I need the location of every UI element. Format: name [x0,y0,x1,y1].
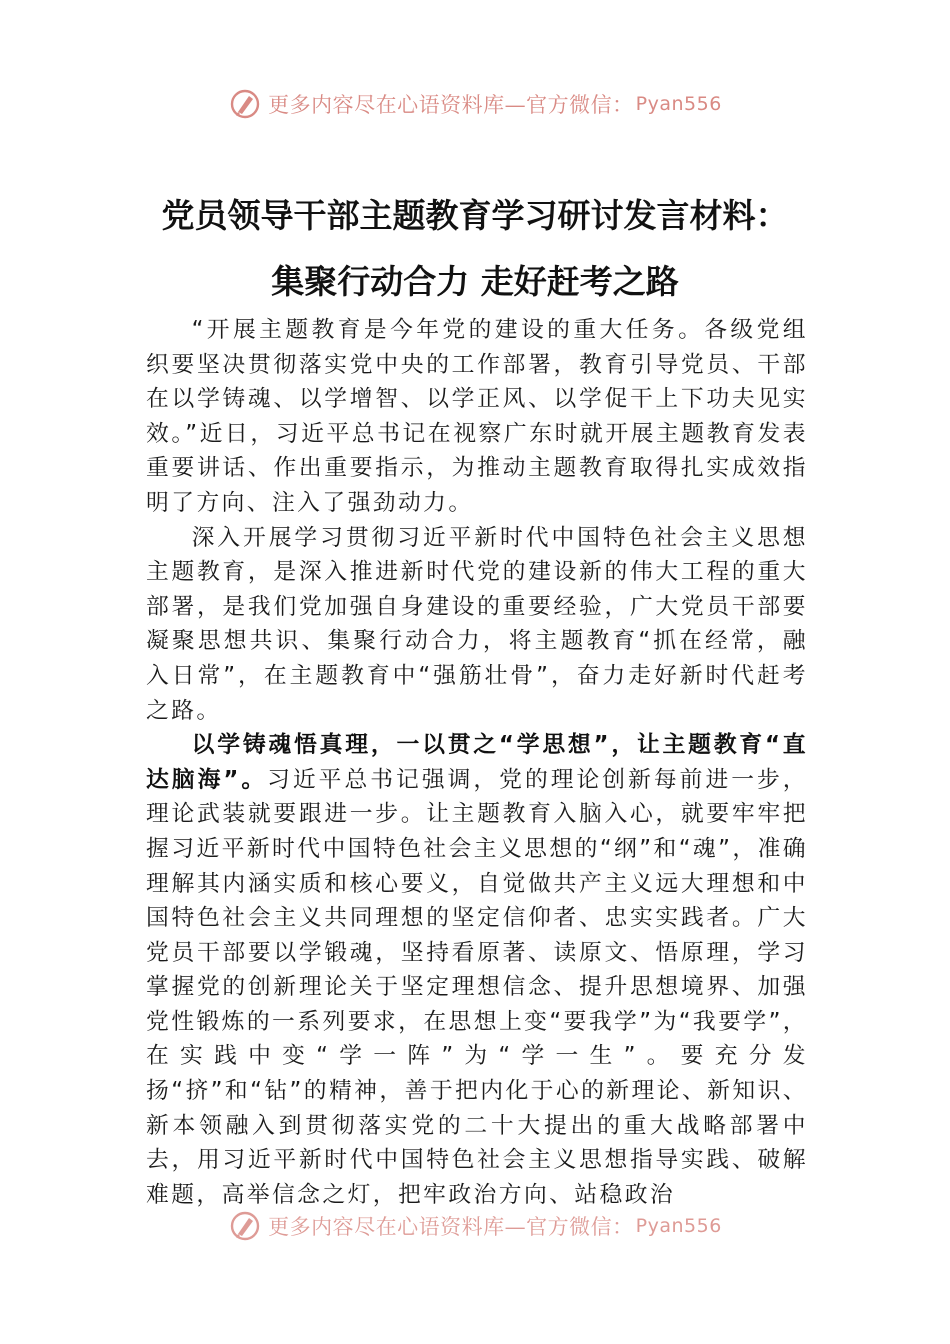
document-title-line-1: 党员领导干部主题教育学习研讨发言材料： [161,196,789,235]
paragraph [146,521,808,729]
watermark-text: 更多内容尽在心语资料库—官方微信： [268,1215,634,1239]
paragraph-bold-lead: 以学铸魂悟真理，一以贯之“学思想”，让主题教育“直达脑海”。 [146,732,808,793]
paragraph-text: 深入开展学习贯彻习近平新时代中国特色社会主义思想主题教育，是深入推进新时代党的建设新的伟大工程的重大部署，是我们党加强自身建设的重要经验，广大党员干部要凝聚思想共识、集聚行动合力，将主题教育“抓在经常，融入日常”，在主题教育中“强筋壮骨”，奋力走好新时代赶考之路。 [146,524,808,724]
paragraph-text: 习近平总书记强调，党的理论创新每前进一步，理论武装就要跟进一步。让主题教育入脑入心，就要牢牢把握习近平新时代中国特色社会主义思想的“纲”和“魂”，准确理解其内涵实质和核心要义，自觉做共产主义远大理想和中国特色社会主义共同理想的坚定信仰者、忠实实践者。广大党员干部要以学锻魂，坚持看原著、读原文、悟原理，学习掌握党的创新理论关于坚定理想信念、提升思想境界、加强党性锻炼的一系列要求，在思想上变“要我学”为“我要学”，在实践中变“学一阵”为“学一生”。要充分发扬“挤”和“钻”的精神，善于把内化于心的新理论、新知识、新本领融入到贯彻落实党的二十大提出的重大战略部署中去，用习近平新时代中国特色社会主义思想指导实践、破解难题，高举信念之灯，把牢政治方向、站稳政治 [146,766,808,1208]
watermark-wechat-id: Pyan556 [635,93,722,115]
paragraph [146,728,808,1212]
watermark-wechat-id: Pyan556 [635,1215,722,1237]
watermark-text: 更多内容尽在心语资料库—官方微信： [268,93,634,117]
pen-nib-icon [228,1209,262,1243]
paragraph-text: “开展主题教育是今年党的建设的重大任务。各级党组织要坚决贯彻落实党中央的工作部署，教育引导党员、干部在以学铸魂、以学增智、以学正风、以学促干上下功夫见实效。”近日，习近平总书记在视察广东时就开展主题教育发表重要讲话、作出重要指示，为推动主题教育取得扎实成效指明了方向、注入了强劲动力。 [146,317,808,516]
watermark-header [0,84,950,124]
pen-nib-icon [228,87,262,121]
document-body [146,313,808,1212]
document-title-line-2: 集聚行动合力 走好赶考之路 [271,262,679,301]
watermark-footer [0,1206,950,1246]
paragraph [146,313,808,521]
